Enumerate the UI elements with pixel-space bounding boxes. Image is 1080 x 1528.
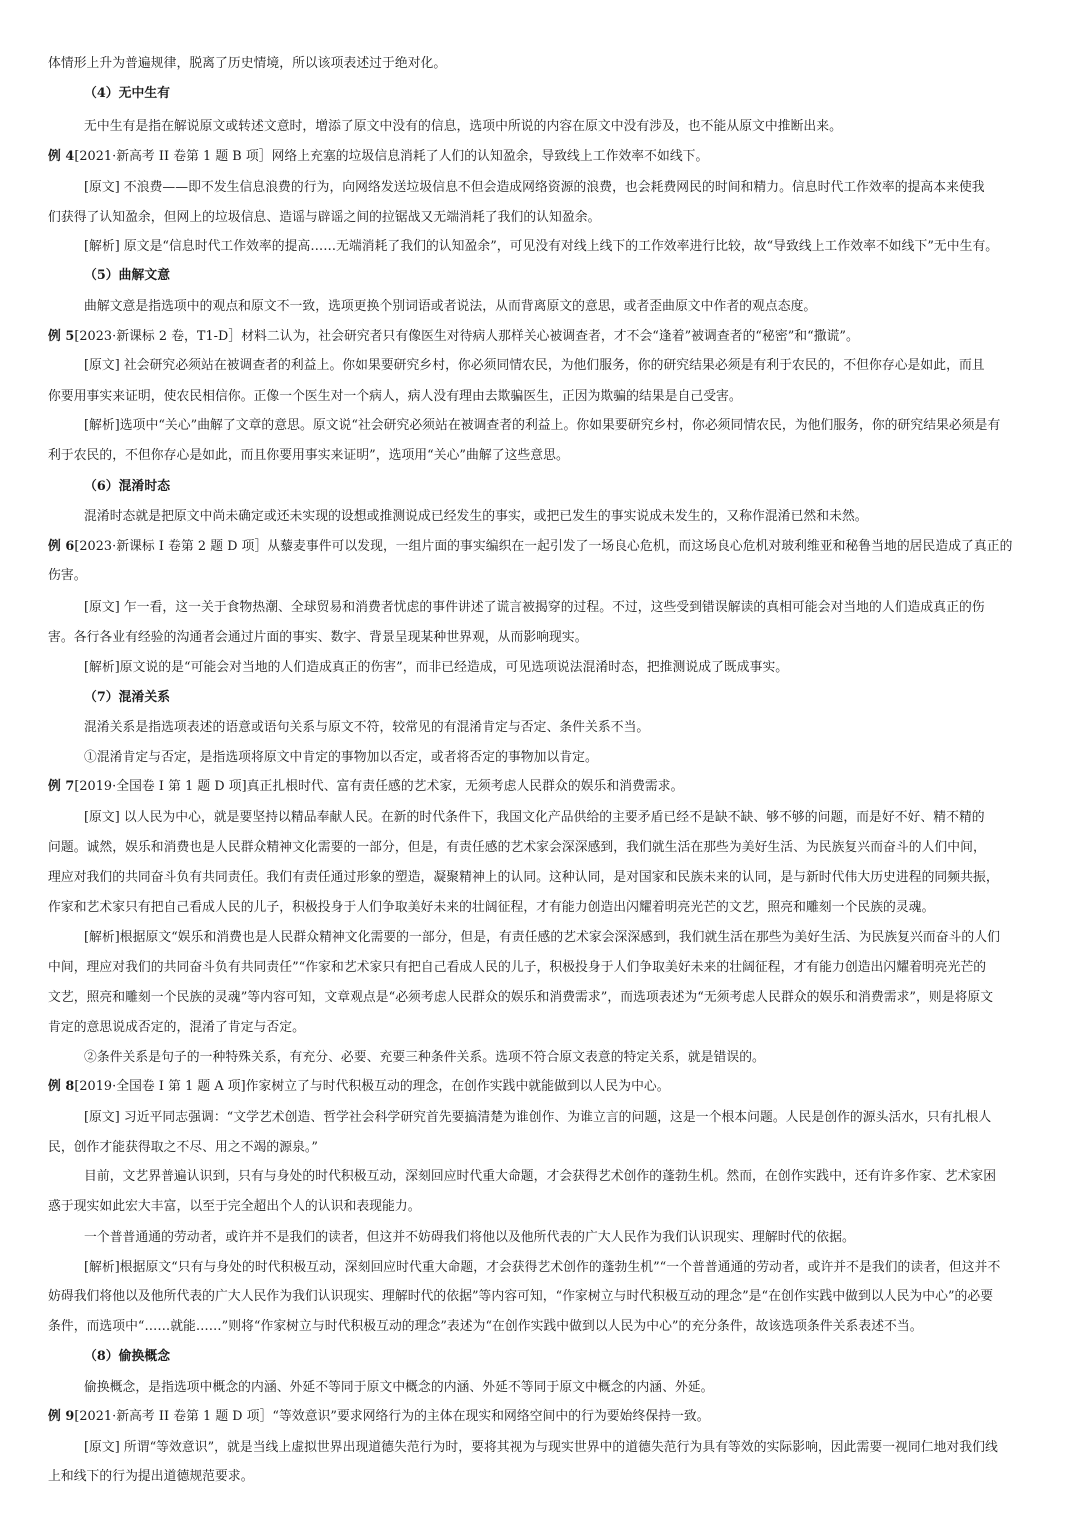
example-label: 例 4 — [48, 149, 75, 164]
text-line: 肯定的意思说成否定的，混淆了肯定与否定。 — [48, 1020, 305, 1035]
text-line: 们获得了认知盈余，但网上的垃圾信息、造谣与辟谣之间的拉锯战又无端消耗了我们的认知盈余。 — [48, 210, 601, 225]
example-label: 例 5 — [48, 329, 75, 344]
text-line: 惑于现实如此宏大丰富，以至于完全超出个人的认识和表现能力。 — [48, 1199, 421, 1214]
text-line: 上和线下的行为提出道德规范要求。 — [48, 1469, 254, 1484]
text-line: 目前，文艺界普遍认识到，只有与身处的时代积极互动，深刻回应时代重大命题，才会获得艺术创作的蓬勃生机。然而，在创作实践中，还有许多作家、艺术家困 — [84, 1169, 997, 1184]
text-line: 利于农民的，不但你存心是如此，而且你要用事实来证明”，选项用“关心”曲解了这些意思。 — [48, 448, 569, 463]
text-line: 条件，而选项中“……就能……”则将“作家树立与时代积极互动的理念”表述为“在创作实践中做到以人民为中心”的充分条件，故该选项条件关系表述不当。 — [48, 1319, 923, 1334]
text-line: 作家和艺术家只有把自己看成人民的儿子，积极投身于人们争取美好未来的壮阔征程，才有能力创造出闪耀着明亮光芒的文艺，照亮和雕刻一个民族的灵魂。 — [48, 900, 935, 915]
text-line: [解析]根据原文“只有与身处的时代积极互动，深刻回应时代重大命题，才会获得艺术创作的蓬勃生机”“一个普普通通的劳动者，或许并不是我们的读者，但这并不 — [84, 1260, 1001, 1275]
text-line: 文艺，照亮和雕刻一个民族的灵魂”等内容可知，文章观点是“必须考虑人民群众的娱乐和消费需求”，而选项表述为“无须考虑人民群众的娱乐和消费需求”，则是将原文 — [48, 990, 994, 1005]
section-heading: （4）无中生有 — [84, 86, 171, 101]
text-line: 中间，理应对我们的共同奋斗负有共同责任”“作家和艺术家只有把自己看成人民的儿子，积极投身于人们争取美好未来的壮阔征程，才有能力创造出闪耀着明亮光芒的 — [48, 960, 987, 975]
text-line: 伤害。 — [48, 568, 87, 583]
section-heading: （5）曲解文意 — [84, 268, 171, 283]
text-line: 混淆时态就是把原文中尚未确定或还未实现的设想或推测说成已经发生的事实，或把已发生的事实说成未发生的，又称作混淆已然和未然。 — [84, 509, 868, 524]
text-line: [原文] 以人民为中心，就是要坚持以精品奉献人民。在新的时代条件下，我国文化产品供给的主要矛盾已经不是缺不缺、够不够的问题，而是好不好、精不精的 — [84, 810, 985, 825]
example-line: 例 5[2023·新课标 2 卷，T1-D］材料二认为，社会研究者只有像医生对待病人那样关心被调查者，才不会“逢着”被调查者的“秘密”和“撒谎”。 — [48, 329, 859, 344]
text-line: [原文] 所谓“等效意识”，就是当线上虚拟世界出现道德失范行为时，要将其视为与现实世界中的道德失范行为具有等效的实际影响，因此需要一视同仁地对我们线 — [84, 1440, 998, 1455]
text-line: 无中生有是指在解说原文或转述文意时，增添了原文中没有的信息，选项中所说的内容在原文中没有涉及，也不能从原文中推断出来。 — [84, 119, 842, 134]
text-line: [解析]根据原文“娱乐和消费也是人民群众精神文化需要的一部分，但是，有责任感的艺术家会深深感到，我们就生活在那些为美好生活、为民族复兴而奋斗的人们 — [84, 930, 1000, 945]
text-line: 民，创作才能获得取之不尽、用之不竭的源泉。” — [48, 1140, 318, 1155]
text-line: [解析]选项中“关心”曲解了文章的意思。原文说“社会研究必须站在被调查者的利益上。你如果要研究乡村，你必须同情农民，为他们服务，你的研究结果必须是有 — [84, 418, 1001, 433]
example-line: 例 7[2019·全国卷 I 第 1 题 D 项]真正扎根时代、富有责任感的艺术家，无须考虑人民群众的娱乐和消费需求。 — [48, 779, 684, 794]
example-line: 例 6[2023·新课标 I 卷第 2 题 D 项］从藜麦事件可以发现，一组片面的事实编织在一起引发了一场良心危机，而这场良心危机对玻利维亚和秘鲁当地的居民造成了真正的 — [48, 539, 1013, 554]
text-line: [原文] 乍一看，这一关于食物热潮、全球贸易和消费者忧虑的事件讲述了谎言被揭穿的过程。不过，这些受到错误解读的真相可能会对当地的人们造成真正的伤 — [84, 600, 985, 615]
text-line: [解析] 原文是“信息时代工作效率的提高……无端消耗了我们的认知盈余”，可见没有对线上线下的工作效率进行比较，故“导致线上工作效率不如线下”无中生有。 — [84, 239, 999, 254]
text-line: 混淆关系是指选项表述的语意或语句关系与原文不符，较常见的有混淆肯定与否定、条件关系不当。 — [84, 720, 650, 735]
text-line: 曲解文意是指选项中的观点和原文不一致，选项更换个别词语或者说法，从而背离原文的意思，或者歪曲原文中作者的观点态度。 — [84, 299, 817, 314]
section-heading: （7）混淆关系 — [84, 690, 171, 705]
text-line: 理应对我们的共同奋斗负有共同责任。我们有责任通过形象的塑造，凝聚精神上的认同。这种认同，是对国家和民族未来的认同，是与新时代伟大历史进程的同频共振， — [48, 870, 999, 885]
section-heading: （8）偷换概念 — [84, 1349, 171, 1364]
text-line: ②条件关系是句子的一种特殊关系，有充分、必要、充要三种条件关系。选项不符合原文表意的特定关系，就是错误的。 — [84, 1050, 765, 1065]
example-line: 例 4[2021·新高考 II 卷第 1 题 B 项］网络上充塞的垃圾信息消耗了人们的认知盈余，导致线上工作效率不如线下。 — [48, 149, 709, 164]
example-line: 例 8[2019·全国卷 I 第 1 题 A 项]作家树立了与时代积极互动的理念，在创作实践中就能做到以人民为中心。 — [48, 1079, 670, 1094]
example-line: 例 9[2021·新高考 II 卷第 1 题 D 项］“等效意识”要求网络行为的主体在现实和网络空间中的行为要始终保持一致。 — [48, 1409, 710, 1424]
example-label: 例 7 — [48, 779, 75, 794]
text-line: 一个普普通通的劳动者，或许并不是我们的读者，但这并不妨碍我们将他以及他所代表的广大人民作为我们认识现实、理解时代的依据。 — [84, 1230, 855, 1245]
text-line: ①混淆肯定与否定，是指选项将原文中肯定的事物加以否定，或者将否定的事物加以肯定。 — [84, 750, 598, 765]
text-line: [原文] 社会研究必须站在被调查者的利益上。你如果要研究乡村，你必须同情农民，为他们服务，你的研究结果必须是有利于农民的，不但你存心是如此，而且 — [84, 358, 985, 373]
example-label: 例 6 — [48, 539, 75, 554]
text-line: [原文] 习近平同志强调：“文学艺术创造、哲学社会科学研究首先要搞清楚为谁创作、为谁立言的问题，这是一个根本问题。人民是创作的源头活水，只有扎根人 — [84, 1110, 992, 1125]
text-line: 你要用事实来证明，使农民相信你。正像一个医生对一个病人，病人没有理由去欺骗医生，正因为欺骗的结果是自己受害。 — [48, 389, 742, 404]
text-line: 害。各行各业有经验的沟通者会通过片面的事实、数字、背景呈现某种世界观，从而影响现实。 — [48, 630, 588, 645]
text-line: 偷换概念，是指选项中概念的内涵、外延不等同于原文中概念的内涵、外延不等同于原文中概念的内涵、外延。 — [84, 1380, 714, 1395]
example-label: 例 8 — [48, 1079, 75, 1094]
text-line: 妨碍我们将他以及他所代表的广大人民作为我们认识现实、理解时代的依据”等内容可知，“作家树立与时代积极互动的理念”是“在创作实践中做到以人民为中心”的必要 — [48, 1289, 994, 1304]
text-line: [解析]原文说的是“可能会对当地的人们造成真正的伤害”，而非已经造成，可见选项说法混淆时态，把推测说成了既成事实。 — [84, 660, 789, 675]
example-label: 例 9 — [48, 1409, 75, 1424]
text-line: 体情形上升为普遍规律，脱离了历史情境，所以该项表述过于绝对化。 — [48, 56, 447, 71]
section-heading: （6）混淆时态 — [84, 479, 171, 494]
text-line: 问题。诚然，娱乐和消费也是人民群众精神文化需要的一部分，但是，有责任感的艺术家会深深感到，我们就生活在那些为美好生活、为民族复兴而奋斗的人们中间， — [48, 840, 986, 855]
text-line: [原文] 不浪费——即不发生信息浪费的行为，向网络发送垃圾信息不但会造成网络资源的浪费，也会耗费网民的时间和精力。信息时代工作效率的提高本来使我 — [84, 180, 985, 195]
